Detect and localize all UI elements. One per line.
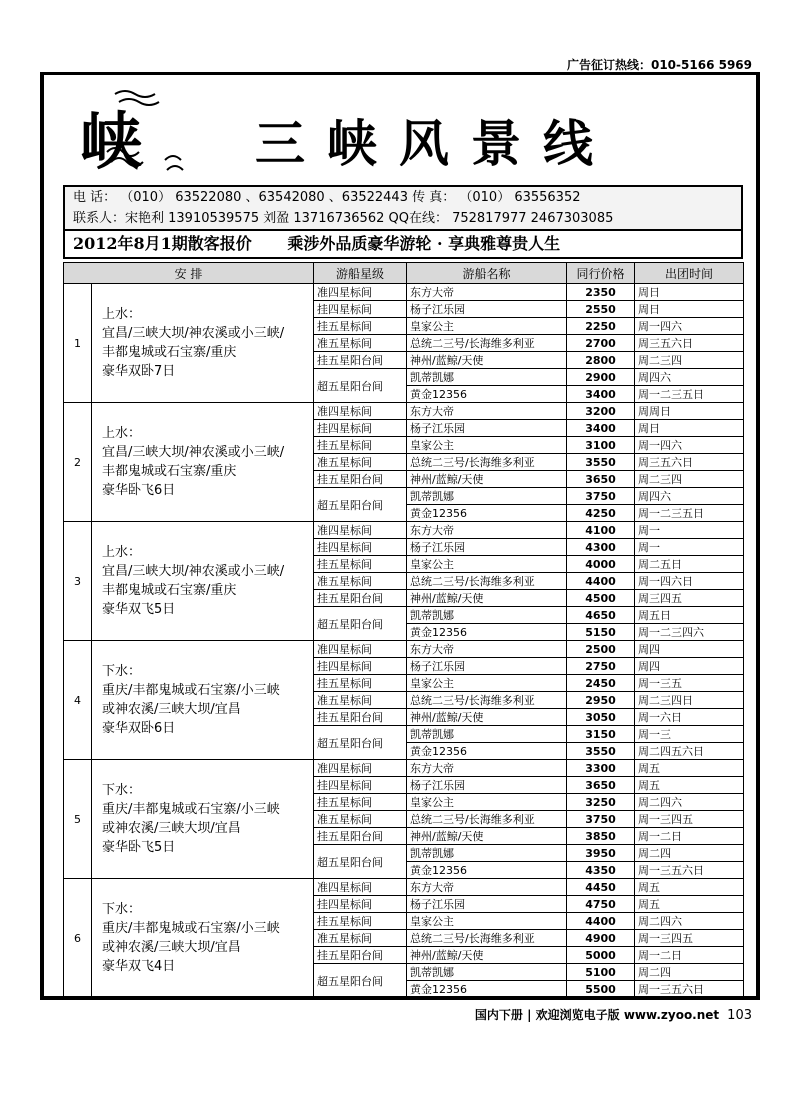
price-banner — [65, 229, 741, 257]
cell-date: 周一三四五 — [635, 811, 744, 828]
header-price: 同行价格 — [567, 263, 635, 284]
header — [60, 82, 740, 182]
arrangement-line: 豪华卧飞5日 — [102, 840, 176, 855]
cell-price: 3400 — [567, 420, 635, 437]
cell-date: 周五 — [635, 896, 744, 913]
cell-price: 3400 — [567, 386, 635, 403]
cell-date: 周二四 — [635, 845, 744, 862]
cell-ship: 东方大帝 — [407, 403, 567, 420]
table-row — [64, 284, 744, 301]
table-row — [64, 522, 744, 539]
cell-star: 准四星标间 — [314, 879, 407, 896]
cell-date: 周四六 — [635, 488, 744, 505]
cell-date: 周一三五 — [635, 675, 744, 692]
group-arrangement — [92, 403, 314, 522]
cell-date: 周二四六 — [635, 794, 744, 811]
arrangement-line: 豪华双卧6日 — [102, 721, 176, 736]
arrangement-line: 丰都鬼城或石宝寨/重庆 — [102, 583, 237, 598]
arrangement-line: 重庆/丰都鬼城或石宝寨/小三峡 — [102, 921, 280, 936]
arrangement-line: 宜昌/三峡大坝/神农溪或小三峡/ — [102, 445, 285, 460]
cell-price: 3250 — [567, 794, 635, 811]
header-star: 游船星级 — [314, 263, 407, 284]
cell-star: 准四星标间 — [314, 284, 407, 301]
cell-ship: 东方大帝 — [407, 641, 567, 658]
cell-price: 2450 — [567, 675, 635, 692]
cell-star: 超五星阳台间 — [314, 369, 407, 403]
cell-price: 3100 — [567, 437, 635, 454]
cell-date: 周二四五六日 — [635, 743, 744, 760]
arrangement-line: 豪华双飞4日 — [102, 959, 176, 974]
cell-price: 3150 — [567, 726, 635, 743]
cell-star: 挂四星标间 — [314, 420, 407, 437]
cell-star: 挂四星标间 — [314, 896, 407, 913]
group-index: 4 — [64, 641, 92, 760]
cell-star: 挂四星标间 — [314, 539, 407, 556]
cell-ship: 杨子江乐园 — [407, 301, 567, 318]
cell-price: 4650 — [567, 607, 635, 624]
cell-ship: 黄金12356 — [407, 624, 567, 641]
cell-date: 周一二日 — [635, 947, 744, 964]
cell-date: 周一三五六日 — [635, 981, 744, 998]
cell-star: 挂四星标间 — [314, 301, 407, 318]
cell-date: 周五日 — [635, 607, 744, 624]
header-arrangement: 安 排 — [64, 263, 314, 284]
arrangement-line: 上水： — [102, 307, 142, 322]
cell-date: 周一四六 — [635, 437, 744, 454]
cell-ship: 凯蒂凯娜 — [407, 369, 567, 386]
cell-price: 4400 — [567, 913, 635, 930]
cell-ship: 总统二三号/长海维多利亚 — [407, 335, 567, 352]
arrangement-line: 或神农溪/三峡大坝/宜昌 — [102, 940, 241, 955]
table-body — [64, 284, 744, 998]
cell-date: 周一三 — [635, 726, 744, 743]
arrangement-line: 下水： — [102, 664, 142, 679]
cell-ship: 东方大帝 — [407, 760, 567, 777]
group-index: 3 — [64, 522, 92, 641]
cell-date: 周日 — [635, 284, 744, 301]
group-arrangement — [92, 641, 314, 760]
group-arrangement — [92, 879, 314, 998]
page-title: 三峡风景线 — [255, 114, 615, 173]
cell-star: 挂四星标间 — [314, 777, 407, 794]
cell-ship: 杨子江乐园 — [407, 658, 567, 675]
cell-ship: 黄金12356 — [407, 743, 567, 760]
cell-date: 周一三四五 — [635, 930, 744, 947]
cell-price: 2750 — [567, 658, 635, 675]
cell-price: 2500 — [567, 641, 635, 658]
cell-date: 周三五六日 — [635, 454, 744, 471]
cell-price: 4000 — [567, 556, 635, 573]
cell-price: 3850 — [567, 828, 635, 845]
cell-ship: 凯蒂凯娜 — [407, 607, 567, 624]
cell-star: 超五星阳台间 — [314, 607, 407, 641]
cell-date: 周一 — [635, 522, 744, 539]
cell-ship: 总统二三号/长海维多利亚 — [407, 573, 567, 590]
arrangement-line: 丰都鬼城或石宝寨/重庆 — [102, 464, 237, 479]
cell-date: 周二四六 — [635, 913, 744, 930]
cell-price: 3750 — [567, 811, 635, 828]
cell-ship: 皇家公主 — [407, 675, 567, 692]
group-index: 5 — [64, 760, 92, 879]
cell-star: 准五星标间 — [314, 692, 407, 709]
cell-date: 周一六日 — [635, 709, 744, 726]
arrangement-line: 下水： — [102, 783, 142, 798]
table-header-row — [64, 263, 744, 284]
cell-price: 2900 — [567, 369, 635, 386]
cell-price: 4100 — [567, 522, 635, 539]
cell-date: 周二三四 — [635, 471, 744, 488]
arrangement-line: 或神农溪/三峡大坝/宜昌 — [102, 821, 241, 836]
cell-date: 周四 — [635, 641, 744, 658]
logo-character: 峡 — [80, 105, 143, 178]
cell-date: 周五 — [635, 879, 744, 896]
group-index: 1 — [64, 284, 92, 403]
table-row — [64, 879, 744, 896]
cell-star: 准五星标间 — [314, 573, 407, 590]
cell-price: 3550 — [567, 454, 635, 471]
cell-ship: 神州/蓝鲸/天使 — [407, 471, 567, 488]
cell-star: 挂四星标间 — [314, 658, 407, 675]
group-index: 2 — [64, 403, 92, 522]
cell-date: 周三五六日 — [635, 335, 744, 352]
cell-ship: 黄金12356 — [407, 862, 567, 879]
cell-date: 周一二三五日 — [635, 505, 744, 522]
cell-price: 3750 — [567, 488, 635, 505]
cell-price: 3650 — [567, 777, 635, 794]
cell-ship: 杨子江乐园 — [407, 777, 567, 794]
cell-date: 周二五日 — [635, 556, 744, 573]
arrangement-line: 宜昌/三峡大坝/神农溪或小三峡/ — [102, 564, 285, 579]
cell-price: 2350 — [567, 284, 635, 301]
cell-star: 准四星标间 — [314, 760, 407, 777]
cell-ship: 皇家公主 — [407, 318, 567, 335]
cell-price: 4300 — [567, 539, 635, 556]
cell-price: 3200 — [567, 403, 635, 420]
cell-star: 挂五星阳台间 — [314, 828, 407, 845]
cell-price: 2550 — [567, 301, 635, 318]
cell-ship: 神州/蓝鲸/天使 — [407, 828, 567, 845]
arrangement-line: 重庆/丰都鬼城或石宝寨/小三峡 — [102, 683, 280, 698]
cell-ship: 黄金12356 — [407, 981, 567, 998]
cell-ship: 杨子江乐园 — [407, 539, 567, 556]
cell-date: 周二三四 — [635, 352, 744, 369]
arrangement-line: 上水： — [102, 426, 142, 441]
cell-date: 周周日 — [635, 403, 744, 420]
cell-date: 周五 — [635, 777, 744, 794]
cell-price: 3950 — [567, 845, 635, 862]
footer-text: 国内下册 | 欢迎浏览电子版 www.zyoo.net — [474, 1008, 720, 1022]
cell-price: 4500 — [567, 590, 635, 607]
cell-star: 挂五星标间 — [314, 675, 407, 692]
cell-ship: 神州/蓝鲸/天使 — [407, 590, 567, 607]
cell-star: 准四星标间 — [314, 403, 407, 420]
cell-price: 2250 — [567, 318, 635, 335]
header-ship: 游船名称 — [407, 263, 567, 284]
cell-ship: 东方大帝 — [407, 522, 567, 539]
footer — [475, 1006, 752, 1023]
cell-ship: 东方大帝 — [407, 879, 567, 896]
arrangement-line: 下水： — [102, 902, 142, 917]
cell-star: 挂五星标间 — [314, 556, 407, 573]
cell-date: 周一三五六日 — [635, 862, 744, 879]
cell-date: 周一四六 — [635, 318, 744, 335]
cell-ship: 总统二三号/长海维多利亚 — [407, 692, 567, 709]
cell-ship: 凯蒂凯娜 — [407, 845, 567, 862]
cell-star: 挂五星阳台间 — [314, 590, 407, 607]
arrangement-line: 上水： — [102, 545, 142, 560]
contact-phone-line: 电 话： （010） 63522080 、63542080 、63522443 传 真： （010） 63556352 — [73, 190, 581, 205]
contact-person-line: 联系人：宋艳利 13910539575 刘盈 13716736562 QQ在线： 752817977 2467303085 — [73, 211, 614, 226]
cell-ship: 总统二三号/长海维多利亚 — [407, 454, 567, 471]
cell-ship: 黄金12356 — [407, 505, 567, 522]
cell-date: 周一二日 — [635, 828, 744, 845]
cell-date: 周三四五 — [635, 590, 744, 607]
cell-star: 超五星阳台间 — [314, 726, 407, 760]
cell-price: 4350 — [567, 862, 635, 879]
arrangement-line: 豪华双卧7日 — [102, 364, 176, 379]
cell-date: 周二四 — [635, 964, 744, 981]
cell-star: 准五星标间 — [314, 454, 407, 471]
table-row — [64, 760, 744, 777]
arrangement-line: 宜昌/三峡大坝/神农溪或小三峡/ — [102, 326, 285, 341]
cell-star: 超五星阳台间 — [314, 964, 407, 998]
cell-ship: 皇家公主 — [407, 794, 567, 811]
cell-price: 4450 — [567, 879, 635, 896]
cell-price: 5500 — [567, 981, 635, 998]
cell-ship: 杨子江乐园 — [407, 896, 567, 913]
cell-date: 周一二三五日 — [635, 386, 744, 403]
cell-star: 挂五星阳台间 — [314, 471, 407, 488]
banner-slogan: 乘涉外品质豪华游轮 · 享典雅尊贵人生 — [287, 234, 561, 253]
cell-price: 2950 — [567, 692, 635, 709]
cell-ship: 皇家公主 — [407, 913, 567, 930]
cell-ship: 总统二三号/长海维多利亚 — [407, 811, 567, 828]
cell-star: 挂五星阳台间 — [314, 947, 407, 964]
cell-star: 挂五星标间 — [314, 913, 407, 930]
cell-ship: 神州/蓝鲸/天使 — [407, 352, 567, 369]
cell-price: 4400 — [567, 573, 635, 590]
cell-ship: 神州/蓝鲸/天使 — [407, 947, 567, 964]
group-arrangement — [92, 522, 314, 641]
cell-date: 周一 — [635, 539, 744, 556]
contact-box — [63, 185, 743, 259]
cell-date: 周四 — [635, 658, 744, 675]
cell-price: 4750 — [567, 896, 635, 913]
arrangement-line: 或神农溪/三峡大坝/宜昌 — [102, 702, 241, 717]
cell-ship: 凯蒂凯娜 — [407, 726, 567, 743]
cell-star: 挂五星标间 — [314, 794, 407, 811]
cell-star: 准五星标间 — [314, 811, 407, 828]
cell-ship: 总统二三号/长海维多利亚 — [407, 930, 567, 947]
cell-price: 3550 — [567, 743, 635, 760]
price-table — [63, 262, 744, 998]
cell-date: 周日 — [635, 301, 744, 318]
page-number: 103 — [727, 1008, 752, 1023]
cell-star: 挂五星标间 — [314, 437, 407, 454]
banner-date-title: 2012年8月1期散客报价 — [73, 234, 252, 253]
cell-star: 准五星标间 — [314, 335, 407, 352]
cell-price: 5150 — [567, 624, 635, 641]
cell-ship: 黄金12356 — [407, 386, 567, 403]
cell-price: 2700 — [567, 335, 635, 352]
cell-star: 准四星标间 — [314, 522, 407, 539]
cell-star: 超五星阳台间 — [314, 845, 407, 879]
cell-star: 准五星标间 — [314, 930, 407, 947]
arrangement-line: 豪华卧飞6日 — [102, 483, 176, 498]
table-row — [64, 403, 744, 420]
cell-ship: 神州/蓝鲸/天使 — [407, 709, 567, 726]
table-row — [64, 641, 744, 658]
group-arrangement — [92, 760, 314, 879]
cell-price: 2800 — [567, 352, 635, 369]
cell-price: 4900 — [567, 930, 635, 947]
cell-ship: 东方大帝 — [407, 284, 567, 301]
arrangement-line: 重庆/丰都鬼城或石宝寨/小三峡 — [102, 802, 280, 817]
group-index: 6 — [64, 879, 92, 998]
cell-date: 周一四六日 — [635, 573, 744, 590]
cell-star: 挂五星阳台间 — [314, 352, 407, 369]
cell-date: 周日 — [635, 420, 744, 437]
cell-star: 准四星标间 — [314, 641, 407, 658]
ad-hotline: 广告征订热线：010-5166 5969 — [566, 58, 752, 72]
cell-date: 周四六 — [635, 369, 744, 386]
group-arrangement — [92, 284, 314, 403]
header-date: 出团时间 — [635, 263, 744, 284]
cell-ship: 皇家公主 — [407, 556, 567, 573]
cell-price: 3050 — [567, 709, 635, 726]
cell-price: 3300 — [567, 760, 635, 777]
cell-price: 5000 — [567, 947, 635, 964]
cell-price: 3650 — [567, 471, 635, 488]
cell-star: 挂五星阳台间 — [314, 709, 407, 726]
cell-star: 超五星阳台间 — [314, 488, 407, 522]
cell-ship: 杨子江乐园 — [407, 420, 567, 437]
cell-date: 周二三四日 — [635, 692, 744, 709]
arrangement-line: 丰都鬼城或石宝寨/重庆 — [102, 345, 237, 360]
cell-ship: 凯蒂凯娜 — [407, 964, 567, 981]
cell-date: 周一二三四六 — [635, 624, 744, 641]
cell-ship: 凯蒂凯娜 — [407, 488, 567, 505]
arrangement-line: 豪华双飞5日 — [102, 602, 176, 617]
cell-price: 4250 — [567, 505, 635, 522]
cell-ship: 皇家公主 — [407, 437, 567, 454]
cell-star: 挂五星标间 — [314, 318, 407, 335]
cell-price: 5100 — [567, 964, 635, 981]
cell-date: 周五 — [635, 760, 744, 777]
